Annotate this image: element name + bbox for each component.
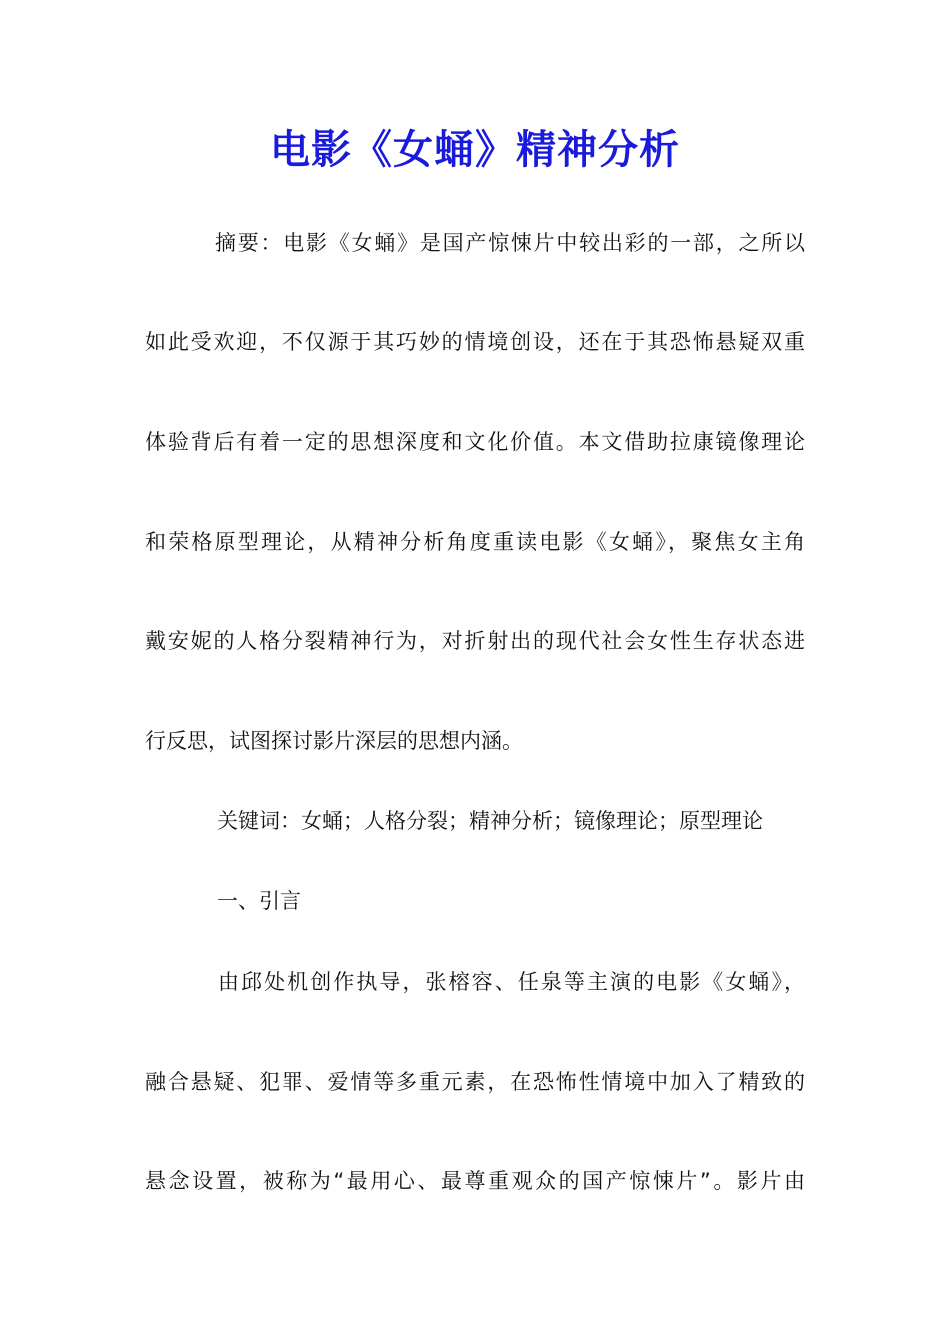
- abstract-line-3: 体验背后有着一定的思想深度和文化价值。本文借助拉康镜像理论: [145, 430, 805, 454]
- abstract-line-2: 如此受欢迎，不仅源于其巧妙的情境创设，还在于其恐怖悬疑双重: [145, 330, 805, 354]
- document-title: 电影《女蛹》精神分析: [270, 126, 680, 173]
- section-heading: 一、引言: [217, 889, 301, 913]
- body-line-1: 由邱处机创作执导，张榕容、任泉等主演的电影《女蛹》，: [218, 970, 805, 994]
- keywords: 关键词：女蛹；人格分裂；精神分析；镜像理论；原型理论: [217, 809, 763, 833]
- body-line-2: 融合悬疑、犯罪、爱情等多重元素，在恐怖性情境中加入了精致的: [145, 1070, 805, 1094]
- abstract-line-5: 戴安妮的人格分裂精神行为，对折射出的现代社会女性生存状态进: [145, 629, 805, 653]
- abstract-line-6: 行反思，试图探讨影片深层的思想内涵。: [145, 729, 523, 753]
- abstract-line-1: 摘要：电影《女蛹》是国产惊悚片中较出彩的一部，之所以: [215, 231, 805, 255]
- abstract-line-4: 和荣格原型理论，从精神分析角度重读电影《女蛹》，聚焦女主角: [145, 530, 805, 554]
- body-line-3: 悬念设置，被称为“最用心、最尊重观众的国产惊悚片”。影片由: [145, 1169, 805, 1193]
